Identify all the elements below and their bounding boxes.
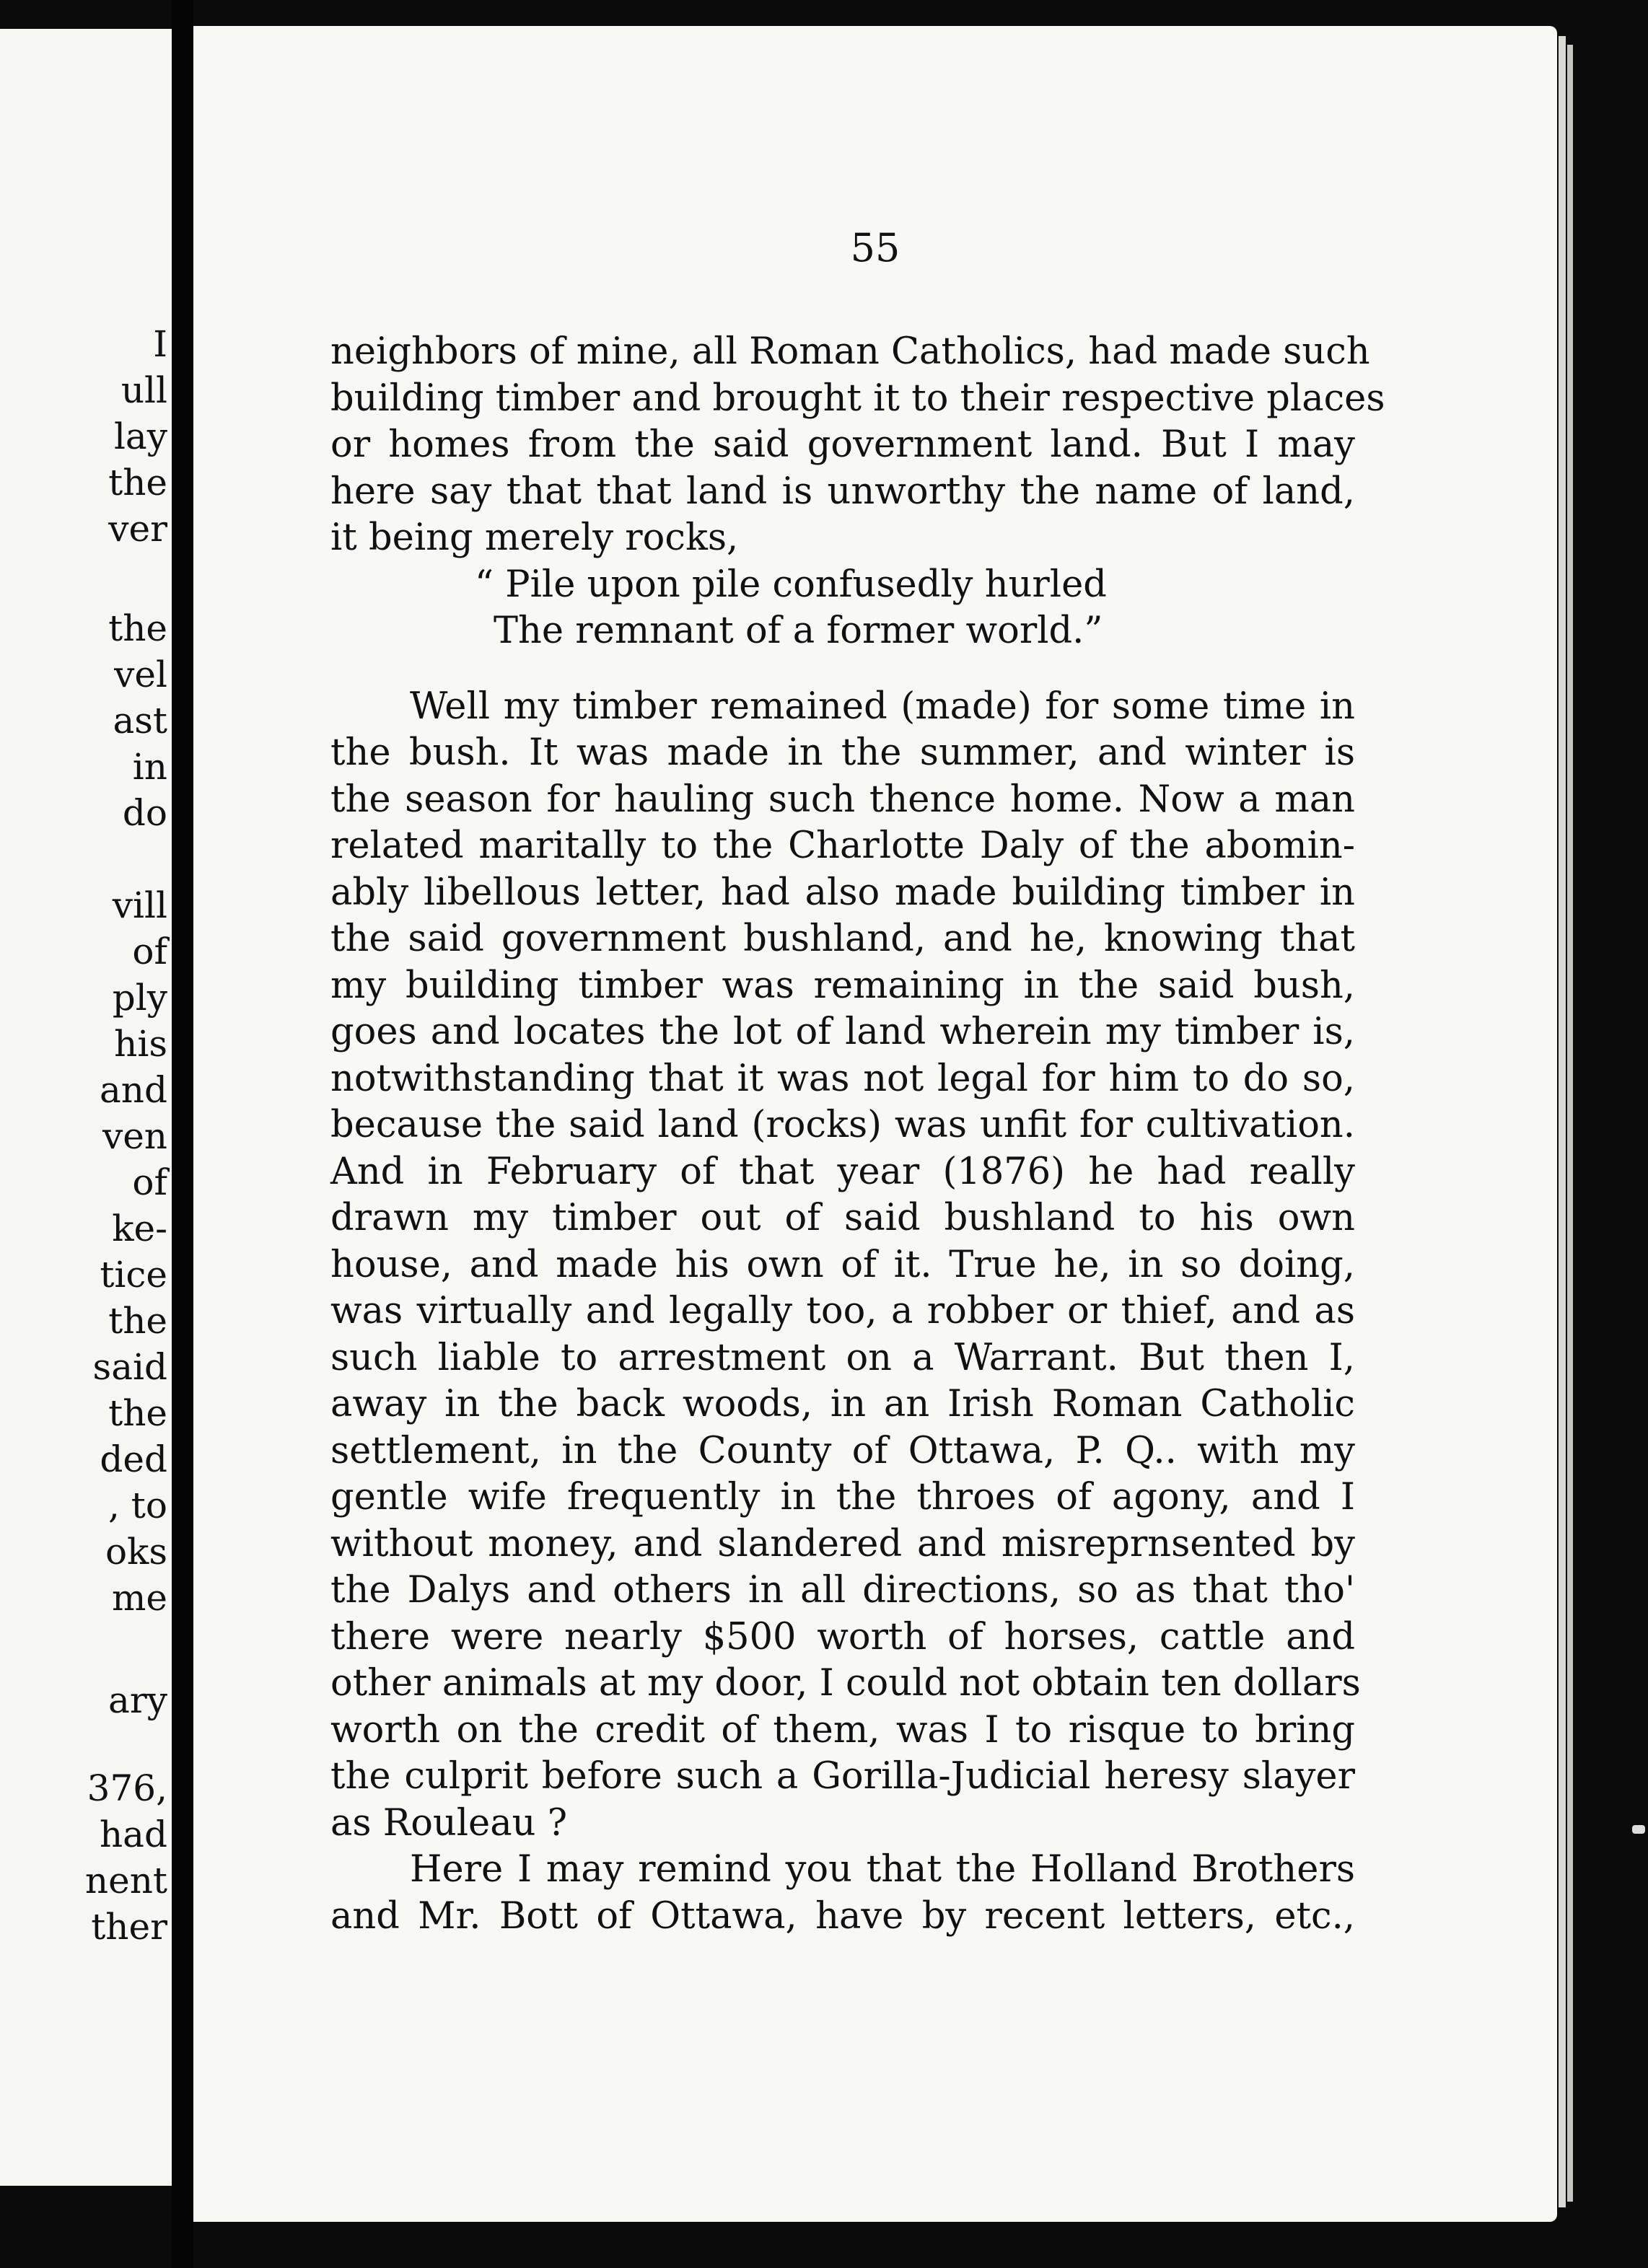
left-page-fragment: of <box>132 1161 167 1203</box>
text-line: ably libellous letter, had also made building timber in <box>330 871 1355 914</box>
left-page <box>0 29 172 2186</box>
left-page-fragment: ver <box>108 508 167 550</box>
right-page <box>193 26 1557 2222</box>
text-line: neighbors of mine, all Roman Catholics, had made such <box>330 330 1370 373</box>
left-page-fragment: the <box>108 607 167 649</box>
text-line: gentle wife frequently in the throes of agony, and I <box>330 1476 1355 1518</box>
page-edge <box>1567 45 1573 2202</box>
text-line: building timber and brought it to their respective places <box>330 377 1385 420</box>
page-body <box>330 329 1385 1940</box>
text-line: and Mr. Bott of Ottawa, have by recent letters, etc., <box>330 1894 1355 1938</box>
book-gutter <box>172 0 193 2268</box>
left-page-fragment: vill <box>112 884 167 926</box>
verse-line: The remnant of a former world.” <box>494 610 1103 652</box>
text-line: Well my timber remained (made) for some time in <box>410 685 1355 728</box>
left-page-fragment: nent <box>84 1860 167 1902</box>
text-line: worth on the credit of them, was I to risque to bring <box>330 1708 1355 1751</box>
text-line: goes and locates the lot of land wherein my timber is, <box>330 1011 1355 1053</box>
text-line: And in February of that year (1876) he had really <box>330 1150 1355 1193</box>
page-edge <box>1559 36 1566 2207</box>
left-page-fragment: the <box>108 462 167 504</box>
text-line: my building timber was remaining in the said bush, <box>330 964 1355 1007</box>
paragraph <box>330 1847 1355 1940</box>
text-line: other animals at my door, I could not obtain ten dollars <box>330 1662 1361 1705</box>
left-page-fragment: ply <box>112 977 167 1019</box>
text-line: it being merely rocks, <box>330 517 739 559</box>
verse-line: “ Pile upon pile confusedly hurled <box>475 563 1107 606</box>
text-line: the culprit before such a Gorilla-Judicial heresy slayer <box>330 1755 1355 1798</box>
left-page-fragment: do <box>122 792 167 834</box>
left-page-fragment: me <box>111 1577 167 1619</box>
text-line: notwithstanding that it was not legal for him to do so, <box>330 1057 1355 1100</box>
left-page-fragment: ast <box>113 700 167 742</box>
paragraph-gap <box>330 655 1355 684</box>
left-page-fragment: said <box>92 1346 167 1388</box>
text-line: without money, and slandered and misreprnsented by <box>330 1522 1355 1565</box>
left-page-fragment: I <box>153 323 167 365</box>
left-page-fragment: ven <box>102 1115 167 1157</box>
text-line: settlement, in the County of Ottawa, P. Q.. with my <box>330 1429 1355 1472</box>
left-page-fragment: tice <box>100 1254 167 1296</box>
paragraph <box>330 329 1385 562</box>
left-page-fragment: and <box>99 1069 167 1111</box>
left-page-fragment: the <box>108 1392 167 1434</box>
left-page-fragment: of <box>132 931 167 972</box>
left-page-fragment: his <box>114 1023 167 1065</box>
left-page-fragment: oks <box>105 1531 167 1573</box>
left-page-fragment: ther <box>91 1906 167 1948</box>
text-line: away in the back woods, in an Irish Roman Catholic <box>330 1383 1355 1425</box>
left-page-fragment: vel <box>114 654 167 695</box>
left-page-fragment: the <box>108 1300 167 1342</box>
left-page-fragment: had <box>99 1814 167 1855</box>
left-page-fragment: ull <box>120 369 167 411</box>
scan-mark <box>1632 1825 1645 1834</box>
text-line: the Dalys and others in all directions, so as that tho' <box>330 1569 1355 1612</box>
left-page-fragment: in <box>132 746 167 788</box>
text-line: as Rouleau ? <box>330 1801 568 1845</box>
paragraph <box>330 684 1361 1847</box>
text-line: there were nearly $500 worth of horses, cattle and <box>330 1615 1355 1658</box>
left-page-fragment: 376, <box>87 1767 167 1809</box>
text-line: such liable to arrestment on a Warrant. But then I, <box>330 1336 1355 1379</box>
left-page-fragment: , to <box>108 1485 167 1526</box>
text-line: the season for hauling such thence home. Now a man <box>330 778 1355 821</box>
text-line: here say that that land is unworthy the name of land, <box>330 470 1355 513</box>
text-line: or homes from the said government land. But I may <box>330 423 1355 466</box>
text-line: related maritally to the Charlotte Daly of the abomin- <box>330 825 1355 867</box>
text-line: was virtually and legally too, a robber or thief, and as <box>330 1290 1355 1332</box>
left-page-fragment: lay <box>113 416 167 457</box>
text-line: Here I may remind you that the Holland Brothers <box>410 1848 1355 1891</box>
verse-quote <box>475 562 1355 655</box>
text-line: house, and made his own of it. True he, in so doing, <box>330 1243 1355 1286</box>
left-page-fragment: ded <box>100 1438 167 1480</box>
left-page-fragment: ke- <box>112 1208 167 1249</box>
page-number: 55 <box>850 225 900 271</box>
text-line: because the said land (rocks) was unfit for cultivation. <box>330 1104 1355 1146</box>
left-page-fragment: ary <box>108 1679 167 1721</box>
text-line: drawn my timber out of said bushland to his own <box>330 1197 1355 1239</box>
text-line: the said government bushland, and he, knowing that <box>330 918 1355 960</box>
text-line: the bush. It was made in the summer, and winter is <box>330 731 1355 774</box>
